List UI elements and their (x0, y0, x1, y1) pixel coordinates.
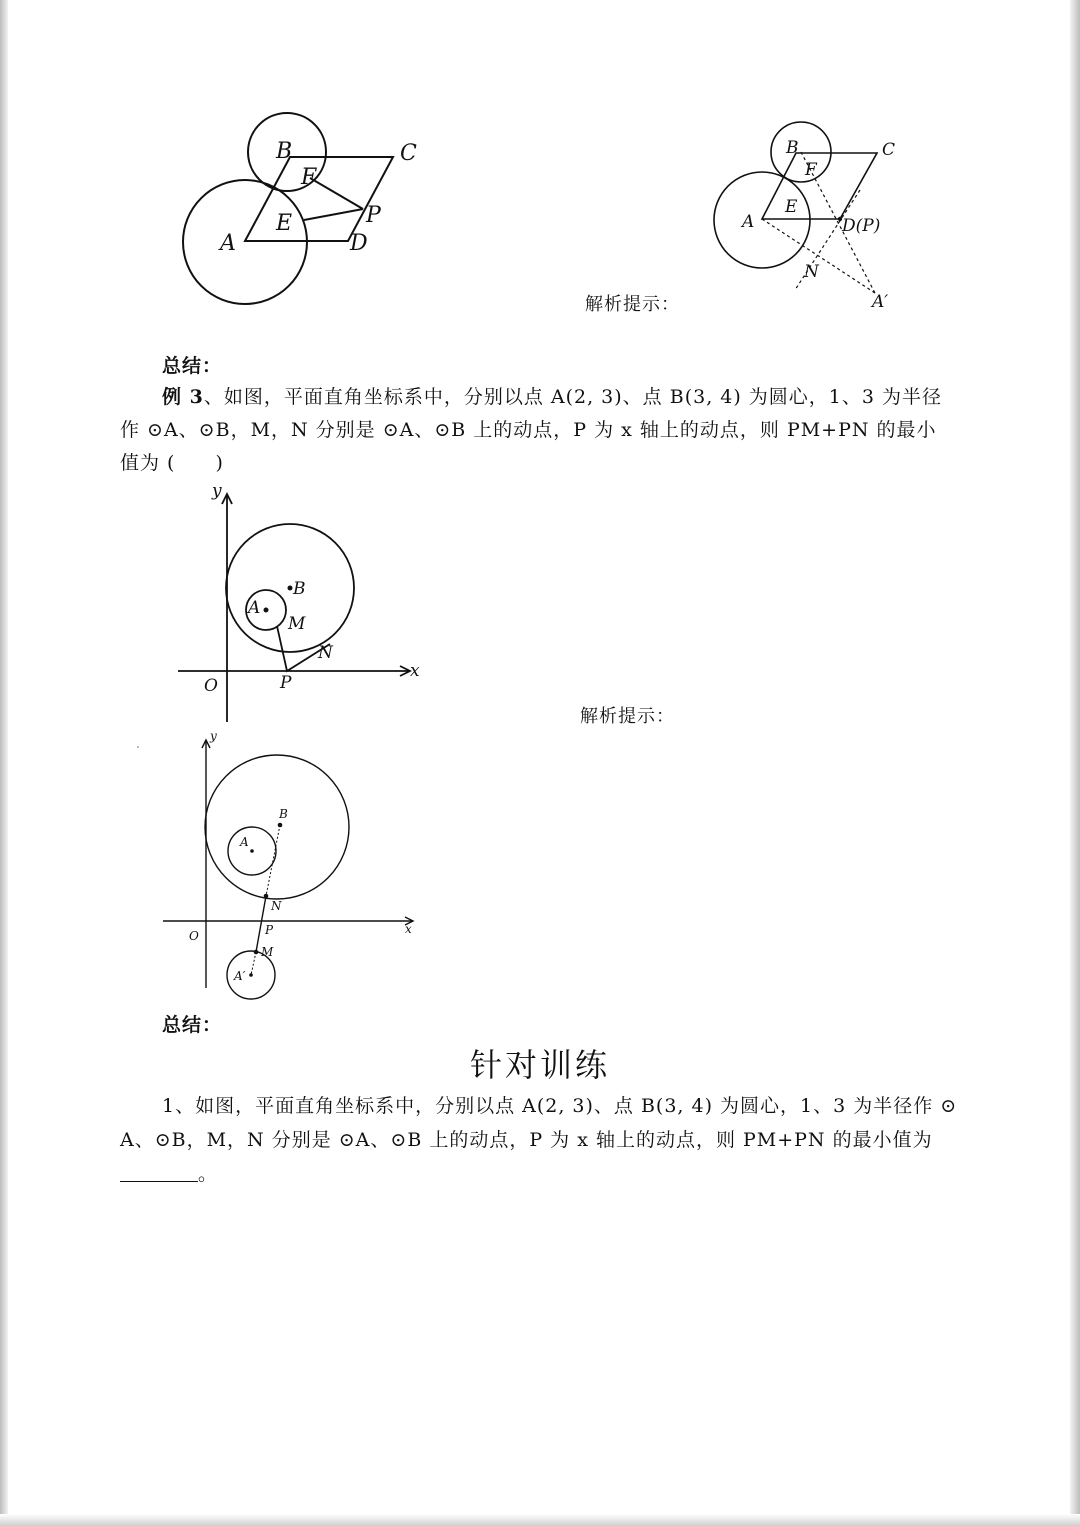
label-O: O (204, 676, 218, 696)
label-A: A (248, 598, 261, 618)
dashed-B-N (266, 825, 280, 896)
example-3-line-1 (162, 381, 942, 414)
label-P: P (366, 203, 381, 228)
label-B: B (293, 579, 306, 599)
parallelogram-ABCD (245, 157, 393, 241)
label-D: D (350, 231, 368, 256)
label-E: E (276, 211, 293, 236)
figure-2-reflection-hint (700, 115, 930, 315)
exercise-1-line-3 (120, 1158, 218, 1191)
label-M: M (288, 614, 306, 634)
circle-B (205, 755, 349, 899)
segment-FP (310, 178, 363, 209)
label-N: N (271, 899, 282, 913)
summary-label-2: 总结： (162, 1014, 223, 1036)
example-3-line-2: 作 ⊙A、⊙B，M，N 分别是 ⊙A、⊙B 上的动点，P 为 x 轴上的动点，则 PM+PN 的最小 (120, 419, 937, 441)
section-title: 针对训练 (469, 1046, 610, 1084)
label-x: x (405, 922, 412, 936)
exercise-1-end: 。 (198, 1163, 219, 1185)
label-B: B (786, 138, 799, 158)
label-B: B (279, 807, 288, 821)
label-N: N (804, 262, 819, 282)
label-A: A (742, 212, 755, 232)
example-3-label: 例 3 (162, 386, 204, 408)
point-B (288, 586, 293, 591)
figure-3-coordinate-circles (170, 480, 430, 725)
label-y: y (210, 729, 217, 743)
analysis-hint-2: 解析提示： (580, 706, 675, 727)
stray-dot (137, 746, 139, 748)
label-DP: D(P) (842, 216, 881, 236)
label-O: O (189, 929, 199, 943)
figure-1-parallelogram-circles (170, 110, 450, 315)
point-B (278, 823, 283, 828)
label-C: C (882, 140, 896, 160)
right-page-edge (1070, 0, 1080, 1526)
label-Aprime: A′ (872, 292, 889, 312)
label-E: E (785, 197, 798, 217)
point-A (250, 849, 254, 853)
point-A (264, 608, 269, 613)
label-C: C (400, 141, 417, 166)
label-F: F (301, 165, 317, 190)
segment-EP (304, 209, 363, 220)
summary-label-1: 总结： (162, 355, 223, 377)
label-F: F (805, 160, 817, 180)
dashed-M-Aprime (251, 952, 256, 975)
figure-4-solution-hint (135, 730, 425, 1005)
label-B: B (276, 139, 293, 164)
label-A: A (240, 835, 249, 849)
circle-A (714, 172, 810, 268)
exercise-1-line-2: A、⊙B，M，N 分别是 ⊙A、⊙B 上的动点，P 为 x 轴上的动点，则 PM+PN 的最小值为 (120, 1129, 933, 1151)
label-P: P (265, 923, 274, 937)
example-3-text-1: 、如图，平面直角坐标系中，分别以点 A(2, 3)、点 B(3, 4) 为圆心，1、3 为半径 (203, 386, 943, 408)
left-page-edge (0, 0, 8, 1526)
exercise-1-line-1: 1、如图，平面直角坐标系中，分别以点 A(2, 3)、点 B(3, 4) 为圆心，1、3 为半径作 ⊙ (162, 1095, 958, 1117)
example-3-line-3: 值为 ( ) (120, 452, 224, 474)
label-N: N (318, 643, 333, 663)
point-Aprime (249, 973, 253, 977)
label-M: M (261, 945, 274, 959)
label-Aprime: A′ (234, 969, 246, 983)
label-P: P (280, 673, 292, 693)
label-A: A (220, 231, 236, 256)
point-N (264, 894, 269, 899)
label-x: x (410, 661, 420, 681)
analysis-hint-1: 解析提示： (585, 294, 680, 315)
answer-blank[interactable] (120, 1161, 198, 1182)
bottom-page-edge (0, 1514, 1080, 1526)
point-M (254, 950, 259, 955)
label-y: y (212, 481, 222, 501)
